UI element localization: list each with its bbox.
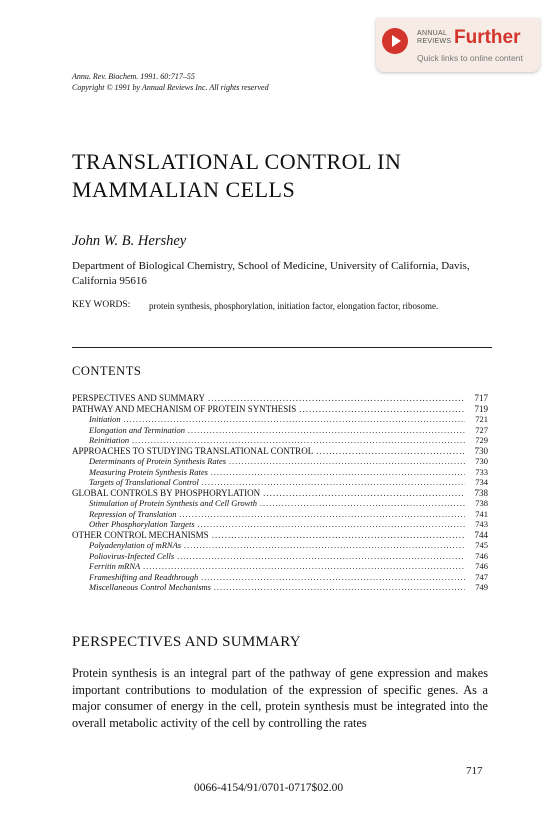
toc-leader-dots: [229, 456, 465, 466]
toc-entry-label: Targets of Translational Control: [89, 477, 199, 487]
copyright-line: Copyright © 1991 by Annual Reviews Inc. All rights reserved: [72, 83, 269, 92]
toc-entry[interactable]: [72, 393, 488, 404]
toc-entry-page: 719: [474, 403, 488, 414]
toc-leader-dots: [198, 519, 465, 529]
toc-entry-label: GLOBAL CONTROLS BY PHOSPHORYLATION: [72, 487, 261, 498]
article-title: [72, 148, 401, 204]
section-divider: [72, 347, 492, 348]
toc-entry[interactable]: [72, 456, 488, 467]
toc-entry[interactable]: [72, 414, 488, 425]
toc-leader-dots: [212, 530, 465, 540]
toc-entry-page: 733: [475, 466, 488, 477]
toc-entry-label: Miscellaneous Control Mechanisms: [89, 582, 211, 592]
toc-entry-page: 738: [475, 498, 488, 508]
toc-entry-page: 746: [475, 561, 488, 571]
toc-entry-page: 745: [475, 540, 488, 550]
toc-entry-label: Repression of Translation: [89, 508, 177, 519]
toc-entry-label: Poliovirus-Infected Cells: [89, 550, 175, 561]
toc-entry-label: OTHER CONTROL MECHANISMS: [72, 529, 209, 540]
banner-reviews-label: REVIEWS: [417, 38, 452, 45]
toc-entry-label: Reinitiation: [89, 435, 130, 445]
toc-entry-label: Elongation and Termination: [89, 424, 186, 435]
toc-leader-dots: [316, 446, 465, 456]
toc-entry-page: 746: [475, 550, 488, 561]
toc-leader-dots: [299, 404, 465, 414]
toc-entry-page: 717: [474, 393, 488, 403]
toc-entry-label: PERSPECTIVES AND SUMMARY: [72, 393, 206, 403]
keywords-label: KEY WORDS:: [72, 300, 131, 310]
banner-annual-reviews-text: [417, 30, 451, 46]
banner-quick-links-link[interactable]: Quick links to online content: [417, 53, 523, 63]
toc-entry-label: Measuring Protein Synthesis Rates: [89, 466, 208, 477]
toc-entry[interactable]: [72, 467, 488, 478]
toc-leader-dots: [143, 561, 465, 571]
toc-entry-page: 738: [474, 487, 488, 498]
author-affiliation: Department of Biological Chemistry, School of Medicine, University of California, Davis, California 95616: [72, 260, 470, 287]
toc-entry[interactable]: [72, 498, 488, 509]
toc-entry[interactable]: [72, 404, 488, 415]
journal-citation: [72, 71, 269, 93]
toc-entry-page: 749: [475, 582, 488, 592]
toc-entry-label: Polyadenylation of mRNAs: [89, 540, 182, 550]
toc-entry-label: PATHWAY AND MECHANISM OF PROTEIN SYNTHESIS: [72, 403, 297, 414]
toc-entry[interactable]: [72, 561, 488, 572]
banner-further-label[interactable]: Further: [454, 27, 521, 48]
toc-entry-page: 727: [475, 424, 488, 435]
toc-entry-page: 721: [475, 414, 488, 424]
annual-reviews-logo-icon: [382, 28, 408, 54]
toc-entry-page: 729: [475, 435, 488, 445]
title-line-2: MAMMALIAN CELLS: [72, 177, 296, 202]
toc-entry-page: 741: [475, 508, 488, 519]
toc-entry-label: APPROACHES TO STUDYING TRANSLATIONAL CONTROL: [72, 445, 314, 456]
toc-entry-label: Determinants of Protein Synthesis Rates: [89, 456, 227, 466]
toc-entry[interactable]: [72, 477, 488, 488]
toc-entry-page: 744: [474, 529, 488, 540]
toc-entry[interactable]: [72, 435, 488, 446]
toc-entry-page: 730: [474, 445, 488, 456]
table-of-contents: [72, 393, 488, 593]
title-line-1: TRANSLATIONAL CONTROL IN: [72, 149, 402, 174]
toc-leader-dots: [214, 582, 465, 592]
toc-entry[interactable]: [72, 519, 488, 530]
toc-entry[interactable]: [72, 488, 488, 499]
section-heading: PERSPECTIVES AND SUMMARY: [72, 634, 301, 650]
toc-entry-page: 743: [475, 519, 488, 529]
toc-leader-dots: [180, 509, 465, 519]
toc-entry[interactable]: [72, 446, 488, 457]
toc-entry[interactable]: [72, 509, 488, 520]
citation-line: Annu. Rev. Biochem. 1991. 60:717–55: [72, 72, 195, 81]
toc-leader-dots: [124, 414, 465, 424]
issn-line: 0066-4154/91/0701-0717$02.00: [194, 782, 344, 794]
toc-entry-label: Other Phosphorylation Targets: [89, 519, 195, 529]
toc-entry-label: Stimulation of Protein Synthesis and Cell Growth: [89, 498, 257, 508]
toc-entry[interactable]: [72, 540, 488, 551]
body-paragraph: Protein synthesis is an integral part of the pathway of gene expression and makes important contributions to modulation of the expression of specific genes. As a major consumer of energy in the cell, protein synthesis must be integrated into the overall metabolic activity of the cell by controlling the rates: [72, 666, 488, 730]
toc-entry[interactable]: [72, 425, 488, 436]
contents-heading: CONTENTS: [72, 364, 142, 378]
toc-entry-label: Frameshifting and Readthrough: [89, 571, 199, 582]
toc-leader-dots: [202, 477, 465, 487]
toc-leader-dots: [188, 425, 465, 435]
author-name: John W. B. Hershey: [72, 233, 187, 249]
annual-reviews-further-banner[interactable]: [376, 18, 540, 72]
toc-leader-dots: [184, 540, 465, 550]
page-number: 717: [466, 765, 483, 777]
toc-leader-dots: [177, 551, 465, 561]
toc-entry[interactable]: [72, 530, 488, 541]
toc-leader-dots: [201, 572, 465, 582]
toc-leader-dots: [208, 393, 465, 403]
toc-entry[interactable]: [72, 572, 488, 583]
toc-entry-label: Initiation: [89, 414, 121, 424]
toc-leader-dots: [211, 467, 465, 477]
toc-entry[interactable]: [72, 551, 488, 562]
toc-leader-dots: [260, 498, 465, 508]
toc-entry-page: 730: [475, 456, 488, 466]
toc-entry-page: 734: [475, 477, 488, 487]
toc-entry-label: Ferritin mRNA: [89, 561, 141, 571]
toc-leader-dots: [132, 435, 465, 445]
toc-entry-page: 747: [475, 571, 488, 582]
toc-leader-dots: [263, 488, 465, 498]
banner-annual-label: ANNUAL: [417, 30, 448, 37]
keywords-text: protein synthesis, phosphorylation, initiation factor, elongation factor, ribosome.: [149, 301, 439, 311]
toc-entry[interactable]: [72, 582, 488, 593]
